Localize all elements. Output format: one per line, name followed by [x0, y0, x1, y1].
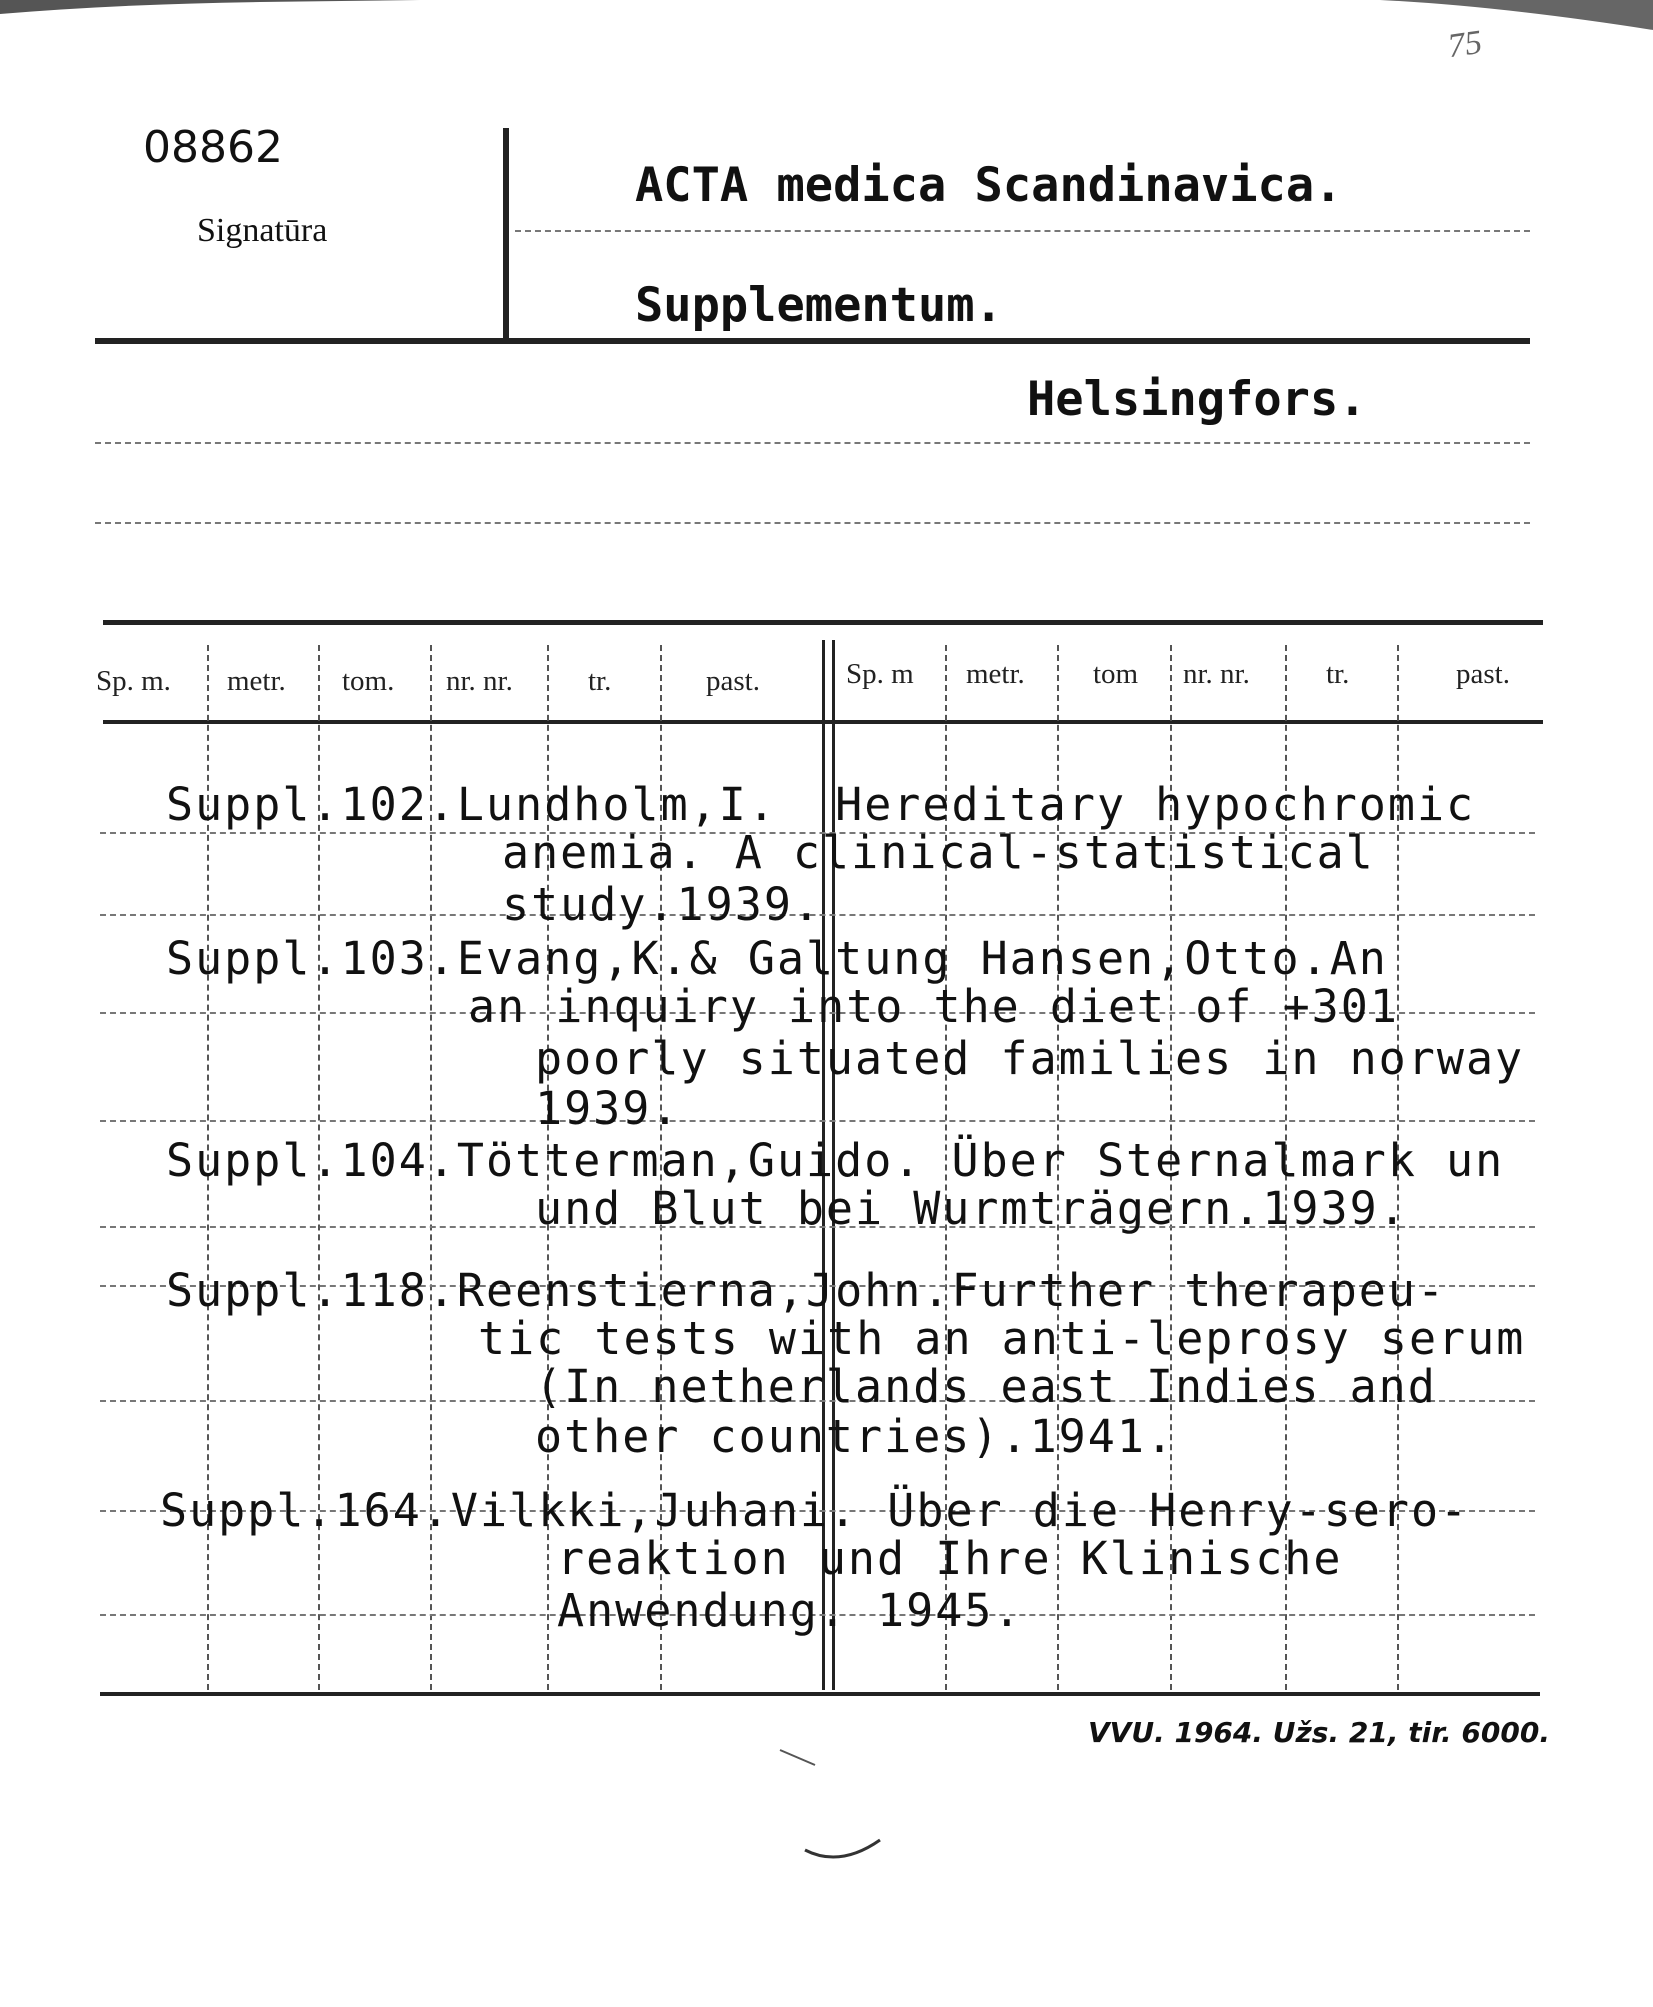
entry-5-line-1: Suppl.164.Vilkki,Juhani. Über die Henry-sero-: [160, 1484, 1470, 1537]
entry-4-line-2: tic tests with an anti-leprosy serum: [478, 1312, 1526, 1365]
header-sp-m: Sp. m.: [96, 665, 171, 697]
entry-4-line-3: (In netherlands east Indies and: [535, 1360, 1437, 1413]
place-name: Helsingfors.: [1027, 372, 1367, 427]
header-past: past.: [706, 665, 760, 697]
entry-4-line-4: other countries).1941.: [535, 1410, 1176, 1463]
header-nr-nr-right: nr. nr.: [1183, 658, 1250, 690]
entry-5-line-2: reaktion und Ihre Klinische: [557, 1532, 1343, 1585]
place-rule: [95, 442, 1530, 444]
row-rule-4: [100, 1120, 1535, 1122]
header-sp-m-right: Sp. m: [846, 658, 914, 690]
scan-edge-top: [0, 0, 1653, 40]
entry-1-line-1: Suppl.102.Lundholm,I. Hereditary hypochromic: [166, 778, 1476, 831]
entry-2-line-3: poorly situated families in norway: [535, 1032, 1525, 1085]
table-bottom-rule: [100, 1692, 1540, 1696]
signature-label: Signatūra: [197, 212, 328, 249]
entry-2-line-1: Suppl.103.Evang,K.& Galtung Hansen,Otto.An: [166, 932, 1388, 985]
title-line-2: Supplementum.: [635, 278, 1003, 333]
entry-1-line-2: anemia. A clinical-statistical: [502, 826, 1375, 879]
header-tr: tr.: [588, 665, 612, 697]
header-tr-right: tr.: [1326, 658, 1350, 690]
entry-1-line-3: study.1939.: [502, 878, 823, 931]
entry-4-line-1: Suppl.118.Reenstierna,John.Further therapeu-: [166, 1264, 1447, 1317]
entry-3-line-1: Suppl.104.Tötterman,Guido. Über Sternalmark un: [166, 1134, 1505, 1187]
header-nr-nr: nr. nr.: [446, 665, 513, 697]
header-tom: tom.: [342, 665, 395, 697]
entry-2-line-2: an inquiry into the diet of +301: [468, 980, 1399, 1033]
entry-2-line-4: 1939.: [535, 1082, 681, 1135]
signature-number: 08862: [143, 122, 283, 173]
entry-3-line-2: und Blut bei Wurmträgern.1939.: [535, 1182, 1408, 1235]
blank-rule: [95, 522, 1530, 524]
title-line-1: ACTA medica Scandinavica.: [635, 158, 1343, 213]
header-metr-right: metr.: [966, 658, 1025, 690]
table-top-rule: [103, 620, 1543, 625]
header-vertical-divider: [503, 128, 509, 338]
entry-5-line-3: Anwendung. 1945.: [557, 1584, 1023, 1637]
header-tom-right: tom: [1093, 658, 1139, 690]
scan-mark-middle: [775, 1745, 825, 1775]
title-rule-1: [515, 230, 1530, 232]
header-past-right: past.: [1456, 658, 1510, 690]
corner-mark: 75: [1445, 23, 1485, 66]
header-metr: metr.: [227, 665, 286, 697]
printer-imprint: VVU. 1964. Užs. 21, tir. 6000.: [1088, 1716, 1550, 1749]
scan-mark-bottom: [800, 1830, 890, 1880]
header-bottom-rule: [95, 338, 1530, 344]
